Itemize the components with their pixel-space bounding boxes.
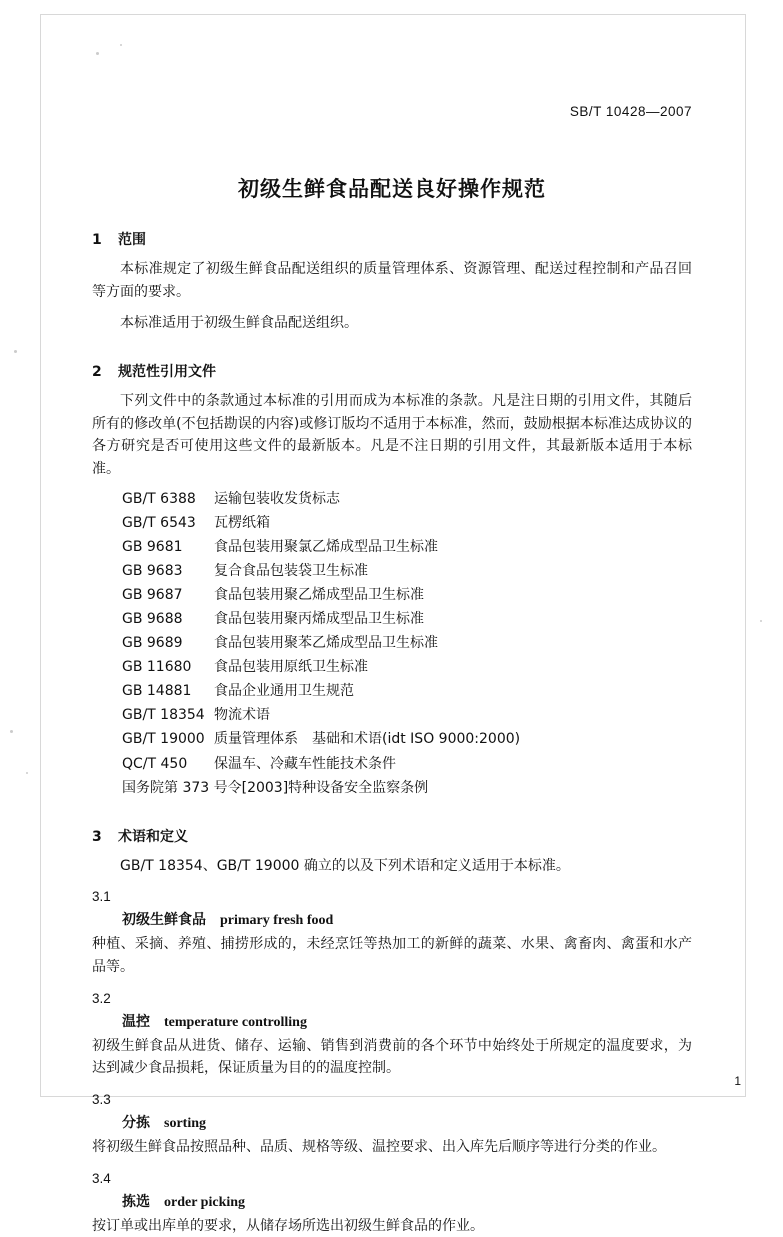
list-item — [92, 727, 692, 751]
scan-speck — [14, 350, 17, 353]
reference-code: GB 9687 — [122, 587, 183, 604]
page-number: 1 — [734, 1074, 741, 1088]
normative-reference-list — [92, 487, 692, 800]
page-title: 初级生鲜食品配送良好操作规范 — [238, 177, 546, 201]
section-heading-1 — [92, 229, 692, 249]
reference-name: 食品包装用聚乙烯成型品卫生标准 — [214, 587, 424, 604]
reference-name: 质量管理体系 基础和术语(idt ISO 9000:2000) — [214, 731, 521, 748]
scan-frame-right — [745, 14, 746, 1097]
reference-name: 食品包装用原纸卫生标准 — [214, 659, 368, 676]
reference-code: QC/T 450 — [122, 755, 188, 772]
reference-name: 物流术语 — [214, 707, 270, 724]
term-cn: 拣选 — [122, 1193, 150, 1210]
list-item — [92, 535, 692, 559]
reference-name: 食品包装用聚苯乙烯成型品卫生标准 — [214, 635, 438, 652]
term-en: primary fresh food — [220, 913, 334, 929]
list-item — [92, 631, 692, 655]
reference-code: GB 11680 — [122, 659, 192, 676]
scan-speck — [26, 772, 28, 774]
paragraph: 本标准规定了初级生鲜食品配送组织的质量管理体系、资源管理、配送过程控制和产品召回等方面的要求。 — [92, 261, 692, 300]
scan-speck — [10, 730, 13, 733]
standard-number: SB/T 10428—2007 — [569, 104, 692, 119]
section-number-1: 1 — [92, 232, 102, 248]
section-title-3: 术语和定义 — [118, 828, 188, 845]
scan-frame-left — [40, 14, 41, 1097]
reference-name: 食品企业通用卫生规范 — [214, 683, 354, 700]
term-definition: 按订单或出库单的要求，从储存场所选出初级生鲜食品的作业。 — [92, 1217, 484, 1234]
list-item — [92, 703, 692, 727]
clause-number: 3.1 — [92, 889, 111, 905]
section-number-3: 3 — [92, 828, 102, 845]
list-item — [92, 583, 692, 607]
reference-code: GB 9688 — [122, 611, 183, 628]
reference-code: GB 14881 — [122, 683, 192, 700]
list-item — [92, 679, 692, 703]
term-definition: 初级生鲜食品从进货、储存、运输、销售到消费前的各个环节中始终处于所规定的温度要求，为达到减少食品损耗，保证质量为目的的温度控制。 — [92, 1037, 692, 1077]
term-definition: 将初级生鲜食品按照品种、品质、规格等级、温控要求、出入库先后顺序等进行分类的作业。 — [92, 1139, 666, 1156]
list-item — [92, 776, 692, 800]
term-cn: 温控 — [122, 1013, 150, 1030]
reference-name: 食品包装用聚丙烯成型品卫生标准 — [214, 611, 424, 628]
paragraph: GB/T 18354、GB/T 19000 确立的以及下列术语和定义适用于本标准。 — [120, 857, 570, 874]
term-en: temperature controlling — [164, 1014, 307, 1030]
section-number-2: 2 — [92, 364, 102, 381]
reference-code: GB 9681 — [122, 538, 183, 555]
list-item — [92, 655, 692, 679]
scan-speck — [760, 620, 762, 622]
term-cn: 分拣 — [122, 1115, 150, 1132]
reference-name: 运输包装收发货标志 — [214, 490, 340, 507]
reference-code: GB/T 6543 — [122, 514, 196, 531]
reference-name: 食品包装用聚氯乙烯成型品卫生标准 — [214, 538, 438, 555]
term-en: order picking — [164, 1194, 246, 1210]
clause-number: 3.3 — [92, 1092, 111, 1108]
term-entry — [92, 1112, 692, 1132]
term-entry — [92, 909, 692, 929]
reference-code: GB/T 6388 — [122, 490, 196, 507]
reference-name: 保温车、冷藏车性能技术条件 — [214, 755, 396, 772]
list-item — [92, 752, 692, 776]
term-entry — [92, 1191, 692, 1211]
section-heading-3 — [92, 826, 692, 846]
section-title-2: 规范性引用文件 — [118, 364, 216, 381]
paragraph: 本标准适用于初级生鲜食品配送组织。 — [120, 315, 358, 332]
reference-code: GB 9683 — [122, 562, 183, 579]
reference-name: 瓦楞纸箱 — [214, 514, 270, 531]
reference-code: GB/T 18354 — [122, 707, 205, 724]
clause-number: 3.4 — [92, 1170, 111, 1186]
list-item — [92, 559, 692, 583]
list-item — [92, 487, 692, 511]
page-content — [92, 0, 692, 1237]
section-heading-2 — [92, 361, 692, 381]
term-entry — [92, 1011, 692, 1031]
paragraph: 下列文件中的条款通过本标准的引用而成为本标准的条款。凡是注日期的引用文件，其随后所有的修改单(不包括勘误的内容)或修订版均不适用于本标准，然而，鼓励根据本标准达成协议的各方研究是否可使用这些文件的最新版本。凡是不注日期的引用文件，其最新版本适用于本标准。 — [92, 393, 692, 478]
reference-name: 复合食品包装袋卫生标准 — [214, 562, 368, 579]
reference-code: GB/T 19000 — [122, 731, 205, 748]
reference-code: GB 9689 — [122, 635, 183, 652]
section-title-1: 范围 — [118, 232, 146, 248]
term-en: sorting — [164, 1116, 206, 1132]
list-item — [92, 607, 692, 631]
term-cn: 初级生鲜食品 — [122, 912, 206, 929]
clause-number: 3.2 — [92, 990, 111, 1006]
term-definition: 种植、采摘、养殖、捕捞形成的，未经烹饪等热加工的新鲜的蔬菜、水果、禽畜肉、禽蛋和水产品等。 — [92, 936, 692, 976]
reference-code: 国务院第 373 号令[2003]特种设备安全监察条例 — [122, 779, 429, 796]
list-item — [92, 511, 692, 535]
